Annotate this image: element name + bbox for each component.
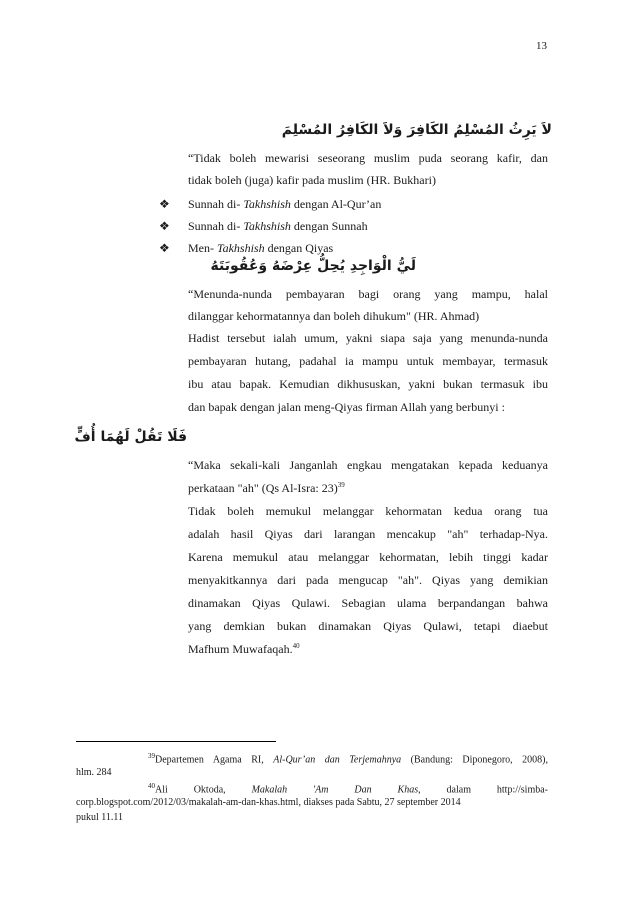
bullet-item-1: Sunnah di- Takhshish dengan Al-Qur’an <box>188 197 382 211</box>
para3-line7: dinamakan Qiyas Qulawi. Sebagian ulama berpandangan bahwa <box>188 596 548 610</box>
footnote-39-line1: $^{39}$Departemen Agama RI, Al-Qur’an dan Terjemahnya (Bandung: Diponegoro, 2008), <box>148 752 548 766</box>
para3-line2: perkataan "ah" (Qs Al-Isra: 23)$^{39}$ <box>188 481 345 495</box>
hadith1-translation-line2: tidak boleh (juga) kafir pada muslim (HR. Bukhari) <box>188 173 436 187</box>
para2-line3: Hadist tersebut ialah umum, yakni siapa saja yang menunda-nunda <box>188 331 548 345</box>
bullet-item-2: Sunnah di- Takhshish dengan Sunnah <box>188 219 368 233</box>
arabic-quran-verse: فَلَا تَقُلْ لَهُمَا أُفٍّ <box>74 429 187 445</box>
hadith1-translation-line1: “Tidak boleh mewarisi seseorang muslim puda seorang kafir, dan <box>188 151 548 165</box>
para3-line1: “Maka sekali-kali Janganlah engkau mengatakan kepada keduanya <box>188 458 548 472</box>
para3-line9: Mafhum Muwafaqah.$^{40}$ <box>188 642 300 656</box>
bullet-item-3: Men- Takhshish dengan Qiyas <box>188 241 334 255</box>
bullet-icon: ❖ <box>159 197 170 211</box>
para2-line5: ibu atau bapak. Kemudian dikhususkan, yakni bukan termasuk ibu <box>188 377 548 391</box>
footnote-39-line2: hlm. 284 <box>76 767 112 778</box>
page-number: 13 <box>536 40 547 52</box>
footnote-40-line1: $^{40}$Ali Oktoda, Makalah 'Am Dan Khas, dalam http://simba- <box>148 782 549 796</box>
bullet-icon: ❖ <box>159 219 170 233</box>
para3-line8: yang demkian bukan dinamakan Qiyas Qulawi, tetapi diaebut <box>188 619 548 633</box>
bullet-icon: ❖ <box>159 241 170 255</box>
footnote-ref-39: 39 <box>337 481 345 489</box>
footnote-divider <box>76 741 276 742</box>
para3-line3: Tidak boleh memukul melanggar kehormatan kedua orang tua <box>188 504 548 518</box>
footnote-40-line3: pukul 11.11 <box>76 812 124 823</box>
footnote-40-line2: corp.blogspot.com/2012/03/makalah-am-dan-khas.html, diakses pada Sabtu, 27 september 2014 <box>76 797 461 808</box>
para3-line4: adalah hasil Qiyas dari larangan mencakup "ah" terhadap-Nya. <box>188 527 548 541</box>
footnote-ref-40: 40 <box>292 642 300 650</box>
arabic-hadith-debt: لَيُّ الْوَاجِدِ يُحِلُّ عِرْضَهُ وَعُقُوبَتَهُ <box>210 258 416 274</box>
para2-line4: pembayaran hutang, padahal ia mampu untuk membayar, termasuk <box>188 354 548 368</box>
para2-line6: dan bapak dengan jalan meng-Qiyas firman Allah yang berbunyi : <box>188 400 505 414</box>
para3-line5: Karena memukul atau melanggar kehormatan, lebih tinggi kadar <box>188 550 548 564</box>
para2-line2: dilanggar kehormatannya dan boleh dihukum" (HR. Ahmad) <box>188 309 480 323</box>
para2-line1: “Menunda-nunda pembayaran bagi orang yang mampu, halal <box>188 287 548 301</box>
arabic-hadith-inheritance: لاَ يَرِثُ المُسْلِمُ الكَافِرَ وَلاَ الكَافِرُ المُسْلِمَ <box>281 122 552 138</box>
para3-line6: menyakitkannya dari pada mengucap "ah". Qiyas yang demikian <box>188 573 548 587</box>
